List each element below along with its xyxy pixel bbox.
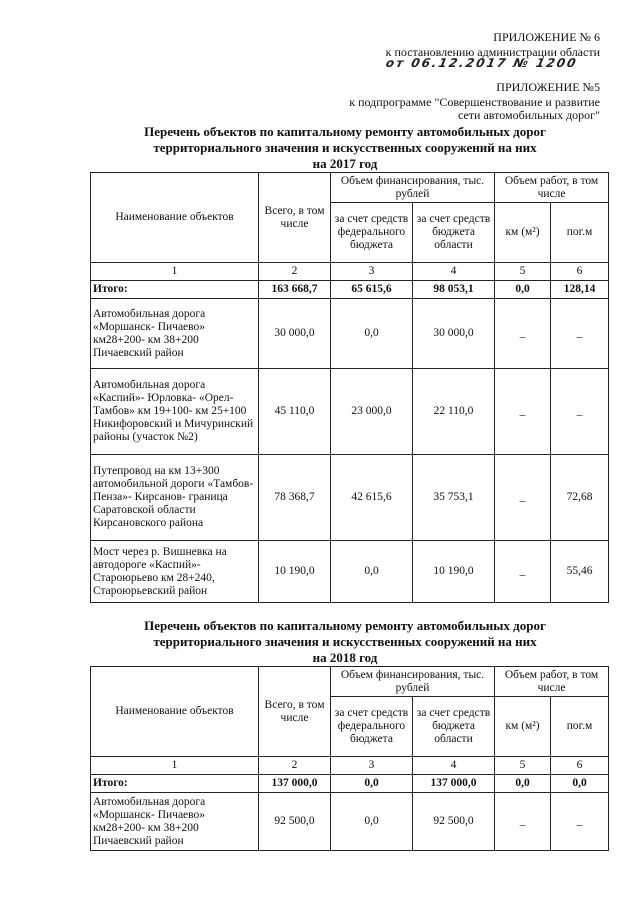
subprogram-line-1: к подпрограмме "Совершенствование и развитие <box>349 95 600 109</box>
cell-km: _ <box>495 793 551 851</box>
total-value: 65 615,6 <box>331 281 413 299</box>
object-name: Автомобильная дорога «Моршанск- Пичаево» км28+200- км 38+200 Пичаевский район <box>91 299 259 369</box>
col-number: 3 <box>331 757 413 775</box>
col-works-header: Объем работ, в том числе <box>495 667 609 697</box>
cell-pm: 55,46 <box>551 541 609 603</box>
subprogram-line-2: сети автомобильных дорог" <box>457 108 600 122</box>
cell-regional: 22 110,0 <box>413 369 495 455</box>
cell-federal: 42 615,6 <box>331 455 413 541</box>
cell-federal: 23 000,0 <box>331 369 413 455</box>
total-value: 137 000,0 <box>259 775 331 793</box>
col-number: 1 <box>91 263 259 281</box>
col-number: 4 <box>413 263 495 281</box>
object-name: Путепровод на км 13+300 автомобильной дороги «Тамбов- Пенза»- Кирсанов- граница Саратовской области Кирсановского района <box>91 455 259 541</box>
appendix-5-label: ПРИЛОЖЕНИЕ №5 <box>496 80 600 94</box>
appendix-6-label: ПРИЛОЖЕНИЕ № 6 <box>493 30 600 44</box>
cell-total: 10 190,0 <box>259 541 331 603</box>
col-km-header: км (м²) <box>495 697 551 757</box>
cell-regional: 30 000,0 <box>413 299 495 369</box>
total-value: 128,14 <box>551 281 609 299</box>
col-name-header: Наименование объектов <box>91 667 259 757</box>
title-2017-line-3: на 2017 год <box>312 156 378 171</box>
object-name: Автомобильная дорога «Каспий»- Юрловка- «Орел- Тамбов» км 19+100- км 25+100 Никифоровский и Мичуринский районы (участок №2) <box>91 369 259 455</box>
title-2018 <box>80 618 610 666</box>
col-number: 2 <box>259 263 331 281</box>
col-works-header: Объем работ, в том числе <box>495 173 609 203</box>
cell-pm: _ <box>551 793 609 851</box>
title-2017-line-2: территориального значения и искусственных сооружений на них <box>153 140 537 155</box>
cell-total: 92 500,0 <box>259 793 331 851</box>
cell-regional: 10 190,0 <box>413 541 495 603</box>
cell-regional: 35 753,1 <box>413 455 495 541</box>
cell-km: _ <box>495 369 551 455</box>
to-resolution-line: к постановлению администрации области <box>385 45 600 59</box>
col-funding-header: Объем финансирования, тыс. рублей <box>331 173 495 203</box>
total-row <box>91 775 609 793</box>
col-number: 2 <box>259 757 331 775</box>
object-name: Мост через р. Вишневка на автодороге «Каспий»- Староюрьево км 28+240, Староюрьевский район <box>91 541 259 603</box>
col-regional-header: за счет средств бюджета области <box>413 697 495 757</box>
cell-total: 45 110,0 <box>259 369 331 455</box>
col-pm-header: пог.м <box>551 697 609 757</box>
col-total-header: Всего, в том числе <box>259 667 331 757</box>
title-2018-line-3: на 2018 год <box>312 650 378 665</box>
table-row <box>91 541 609 603</box>
total-value: 163 668,7 <box>259 281 331 299</box>
col-pm-header: пог.м <box>551 203 609 263</box>
cell-pm: _ <box>551 299 609 369</box>
cell-total: 78 368,7 <box>259 455 331 541</box>
col-total-header: Всего, в том числе <box>259 173 331 263</box>
cell-pm: _ <box>551 369 609 455</box>
title-2018-line-1: Перечень объектов по капитальному ремонту автомобильных дорог <box>144 618 546 633</box>
object-name: Автомобильная дорога «Моршанск- Пичаево» км28+200- км 38+200 Пичаевский район <box>91 793 259 851</box>
col-number: 1 <box>91 757 259 775</box>
title-2017-line-1: Перечень объектов по капитальному ремонту автомобильных дорог <box>144 124 546 139</box>
title-2017 <box>80 124 610 172</box>
table-2017 <box>90 172 609 603</box>
col-funding-header: Объем финансирования, тыс. рублей <box>331 667 495 697</box>
total-label: Итого: <box>91 281 259 299</box>
total-value: 0,0 <box>551 775 609 793</box>
col-number: 6 <box>551 263 609 281</box>
col-regional-header: за счет средств бюджета области <box>413 203 495 263</box>
table-row <box>91 299 609 369</box>
col-number: 6 <box>551 757 609 775</box>
cell-federal: 0,0 <box>331 793 413 851</box>
cell-pm: 72,68 <box>551 455 609 541</box>
col-name-header: Наименование объектов <box>91 173 259 263</box>
cell-federal: 0,0 <box>331 299 413 369</box>
col-number: 5 <box>495 757 551 775</box>
col-federal-header: за счет средств федерального бюджета <box>331 203 413 263</box>
col-number: 4 <box>413 757 495 775</box>
total-value: 137 000,0 <box>413 775 495 793</box>
cell-km: _ <box>495 541 551 603</box>
cell-km: _ <box>495 299 551 369</box>
table-2018 <box>90 666 609 851</box>
total-row <box>91 281 609 299</box>
total-value: 0,0 <box>495 281 551 299</box>
handwritten-date-number: от 06.12.2017 № 1200 <box>384 56 579 70</box>
total-value: 98 053,1 <box>413 281 495 299</box>
table-row <box>91 455 609 541</box>
table-row <box>91 369 609 455</box>
col-federal-header: за счет средств федерального бюджета <box>331 697 413 757</box>
total-value: 0,0 <box>495 775 551 793</box>
table-row <box>91 793 609 851</box>
col-km-header: км (м²) <box>495 203 551 263</box>
col-number: 3 <box>331 263 413 281</box>
col-number: 5 <box>495 263 551 281</box>
cell-total: 30 000,0 <box>259 299 331 369</box>
cell-federal: 0,0 <box>331 541 413 603</box>
total-value: 0,0 <box>331 775 413 793</box>
total-label: Итого: <box>91 775 259 793</box>
cell-km: _ <box>495 455 551 541</box>
cell-regional: 92 500,0 <box>413 793 495 851</box>
title-2018-line-2: территориального значения и искусственных сооружений на них <box>153 634 537 649</box>
